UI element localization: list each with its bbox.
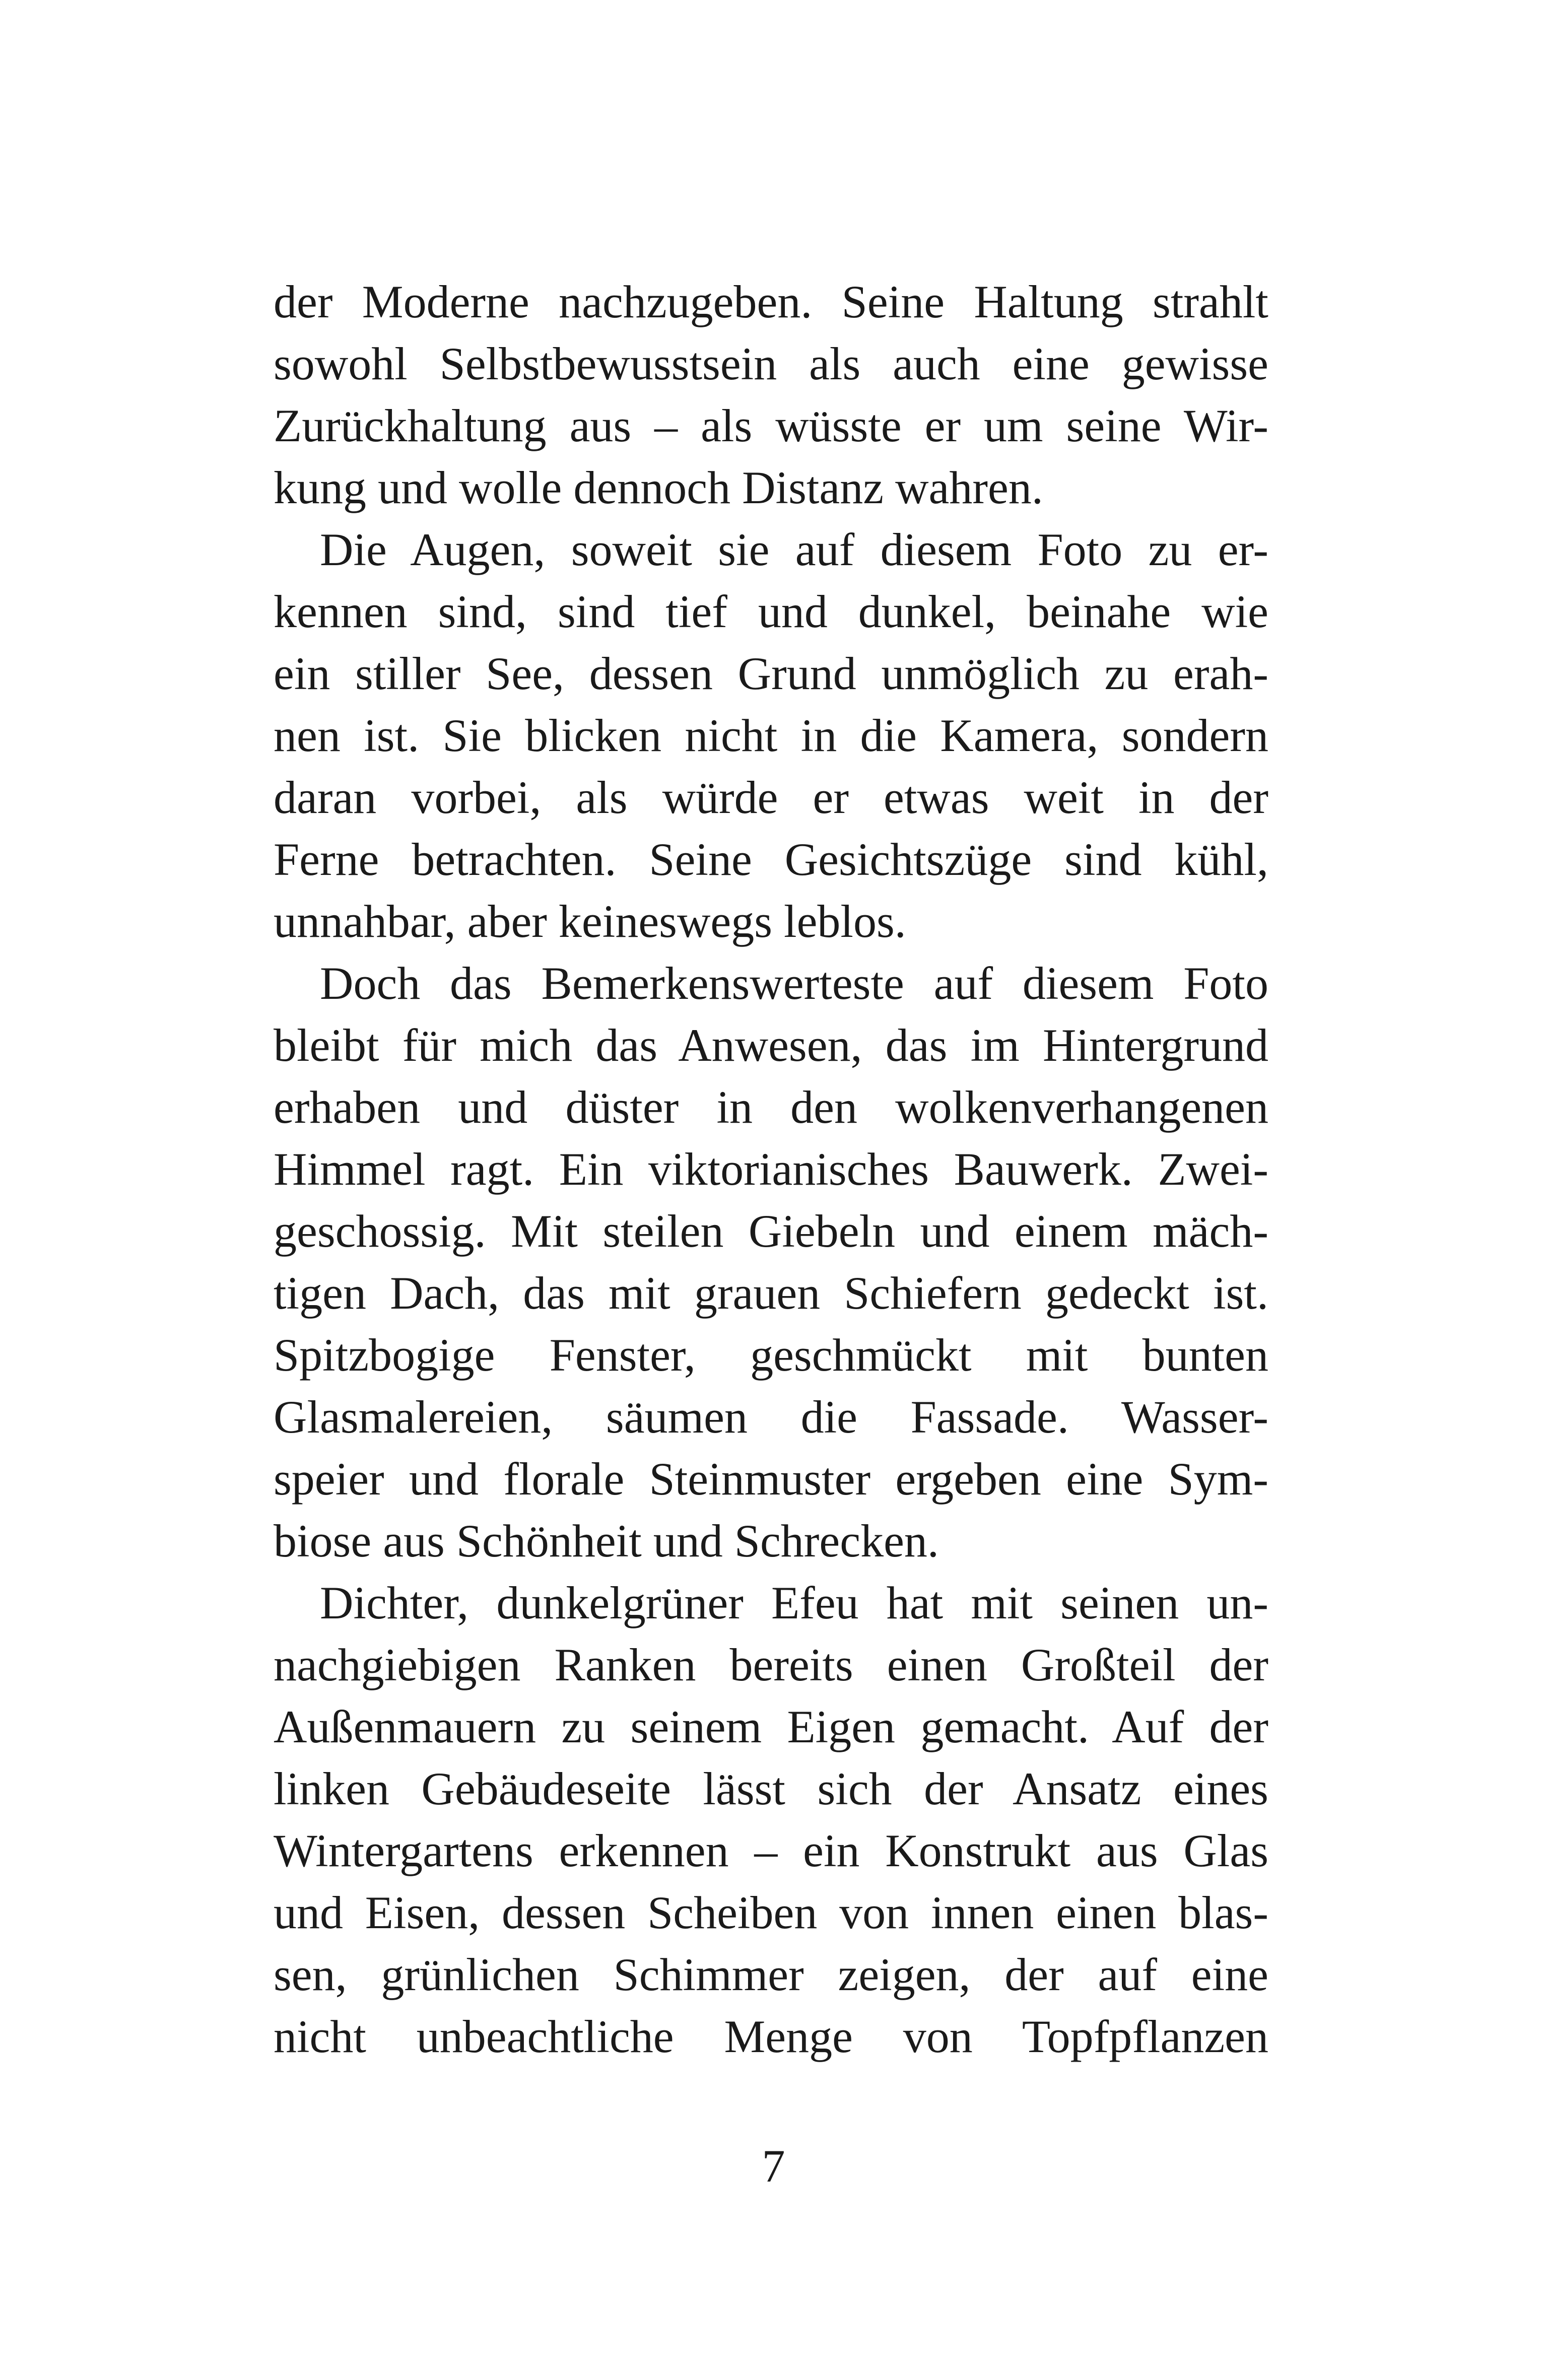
text-line: Spitzbogige Fenster, geschmückt mit bunten — [274, 1329, 1268, 1381]
text-line: sowohl Selbstbewusstsein als auch eine gewisse — [274, 338, 1268, 389]
text-line: Wintergartens erkennen – ein Konstrukt aus Glas — [274, 1825, 1268, 1876]
text-line: nen ist. Sie blicken nicht in die Kamera, sondern — [274, 710, 1268, 761]
text-line: Außenmauern zu seinem Eigen gemacht. Auf der — [274, 1701, 1268, 1752]
text-line: und Eisen, dessen Scheiben von innen einen blas- — [274, 1887, 1268, 1938]
text-line: nicht unbeachtliche Menge von Topfpflanzen — [274, 2011, 1268, 2062]
text-line: erhaben und düster in den wolkenverhangenen — [274, 1081, 1268, 1133]
text-line: Glasmalereien, säumen die Fassade. Wasser- — [274, 1391, 1268, 1443]
text-line: ein stiller See, dessen Grund unmöglich zu erah- — [274, 648, 1268, 699]
paragraph — [274, 271, 1268, 519]
text-line: unnahbar, aber keineswegs leblos. — [274, 896, 906, 947]
paragraph — [274, 953, 1268, 1572]
page-number: 7 — [762, 2140, 785, 2192]
text-line: biose aus Schönheit und Schrecken. — [274, 1515, 939, 1567]
text-line: Doch das Bemerkenswerteste auf diesem Foto — [320, 958, 1268, 1009]
text-line: Zurückhaltung aus – als wüsste er um seine Wir- — [274, 400, 1268, 451]
text-line: kung und wolle dennoch Distanz wahren. — [274, 462, 1043, 513]
text-line: speier und florale Steinmuster ergeben eine Sym- — [274, 1453, 1268, 1505]
text-line: bleibt für mich das Anwesen, das im Hintergrund — [274, 1019, 1268, 1071]
text-line: kennen sind, sind tief und dunkel, beinahe wie — [274, 586, 1268, 637]
text-line: Ferne betrachten. Seine Gesichtszüge sind kühl, — [274, 834, 1268, 885]
text-line: geschossig. Mit steilen Giebeln und einem mäch- — [274, 1205, 1268, 1257]
text-line: tigen Dach, das mit grauen Schiefern gedeckt ist. — [274, 1267, 1268, 1319]
paragraph — [274, 519, 1268, 953]
text-line: linken Gebäudeseite lässt sich der Ansatz eines — [274, 1763, 1268, 1814]
body-text — [274, 271, 1268, 2068]
text-line: der Moderne nachzugeben. Seine Haltung strahlt — [274, 276, 1268, 327]
text-line: Dichter, dunkelgrüner Efeu hat mit seinen un- — [320, 1577, 1268, 1628]
text-line: Himmel ragt. Ein viktorianisches Bauwerk. Zwei- — [274, 1143, 1268, 1195]
text-line: daran vorbei, als würde er etwas weit in der — [274, 772, 1268, 823]
text-line: nachgiebigen Ranken bereits einen Großteil der — [274, 1639, 1268, 1690]
text-line: sen, grünlichen Schimmer zeigen, der auf eine — [274, 1949, 1268, 2000]
paragraph — [274, 1572, 1268, 2068]
text-line: Die Augen, soweit sie auf diesem Foto zu er- — [320, 524, 1268, 575]
